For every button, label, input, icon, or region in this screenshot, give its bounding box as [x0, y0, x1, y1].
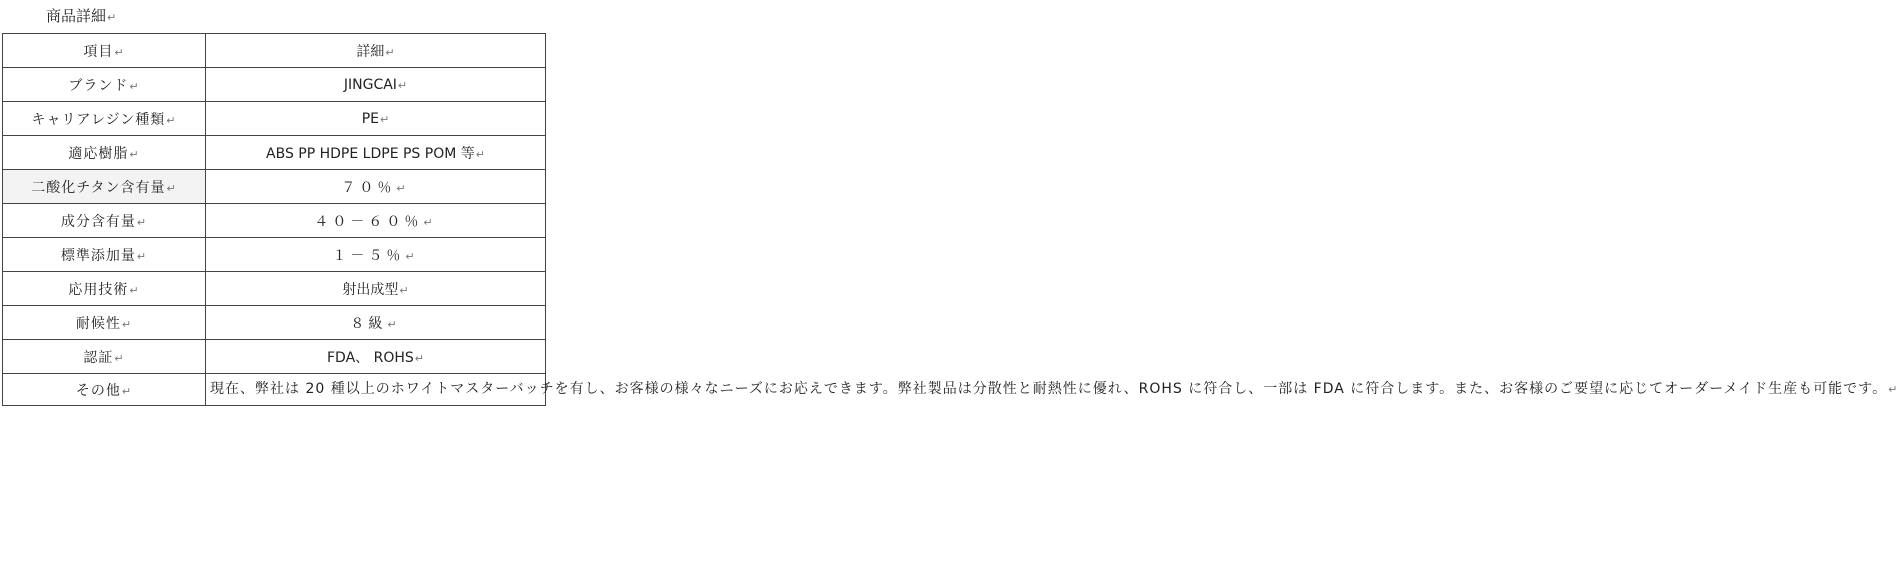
paragraph-mark-icon: ↵: [423, 215, 437, 229]
row-label: 適応樹脂↵: [3, 136, 206, 170]
paragraph-mark-icon: ↵: [114, 351, 125, 365]
paragraph-mark-icon: ↵: [397, 78, 408, 92]
paragraph-mark-icon: ↵: [166, 113, 177, 127]
table-row: [3, 340, 546, 374]
page-title: 商品詳細↵: [46, 7, 117, 25]
paragraph-mark-icon: ↵: [107, 11, 117, 24]
paragraph-mark-icon: ↵: [121, 384, 133, 398]
header-detail-cell: 詳細↵: [206, 34, 546, 68]
paragraph-mark-icon: ↵: [405, 249, 419, 263]
table-row: [3, 272, 546, 306]
paragraph-mark-icon: ↵: [129, 147, 140, 161]
table-row: [3, 136, 546, 170]
paragraph-mark-icon: ↵: [166, 181, 177, 195]
paragraph-mark-icon: ↵: [387, 317, 401, 331]
row-value: ４０－６０％↵: [206, 204, 546, 238]
row-label: ブランド↵: [3, 68, 206, 102]
paragraph-mark-icon: ↵: [399, 283, 409, 297]
row-label: 標準添加量↵: [3, 238, 206, 272]
row-label: 二酸化チタン含有量↵: [3, 170, 206, 204]
row-value: ７０％↵: [206, 170, 546, 204]
paragraph-mark-icon: ↵: [475, 147, 485, 161]
table-row: [3, 204, 546, 238]
paragraph-mark-icon: ↵: [136, 249, 148, 263]
other-label: その他↵: [3, 374, 206, 406]
paragraph-mark-icon: ↵: [136, 215, 148, 229]
row-label: 応用技術↵: [3, 272, 206, 306]
paragraph-mark-icon: ↵: [396, 181, 410, 195]
row-value: FDA、 ROHS↵: [206, 340, 546, 374]
paragraph-mark-icon: ↵: [121, 317, 133, 331]
row-value: PE↵: [206, 102, 546, 136]
header-item-cell: 項目↵: [3, 34, 206, 68]
table-row-other: [3, 374, 546, 406]
table-row: [3, 238, 546, 272]
paragraph-mark-icon: ↵: [1888, 383, 1898, 396]
row-label: キャリアレジン種類↵: [3, 102, 206, 136]
paragraph-mark-icon: ↵: [385, 45, 395, 59]
table-row: [3, 306, 546, 340]
paragraph-mark-icon: ↵: [129, 79, 140, 93]
row-label: 認証↵: [3, 340, 206, 374]
table-row: [3, 170, 546, 204]
paragraph-mark-icon: ↵: [414, 351, 424, 365]
product-detail-table: [2, 33, 1898, 406]
table-header-row: [3, 34, 546, 68]
table-row: [3, 68, 546, 102]
row-value: ABS PP HDPE LDPE PS POM 等↵: [206, 136, 546, 170]
paragraph-mark-icon: ↵: [114, 45, 125, 59]
row-label: 耐候性↵: [3, 306, 206, 340]
paragraph-mark-icon: ↵: [380, 112, 390, 126]
table-row: [3, 102, 546, 136]
other-description: 現在、弊社は 20 種以上のホワイトマスターバッチを有し、お客様の様々なニーズにお応えできます。弊社製品は分散性と耐熱性に優れ、ROHS に符合し、一部は FDA に符合します。また、お客様のご要望に応じてオーダーメイド生産も可能です。↵: [206, 374, 546, 406]
row-value: １－５％↵: [206, 238, 546, 272]
row-label: 成分含有量↵: [3, 204, 206, 238]
row-value: 射出成型↵: [206, 272, 546, 306]
row-value: ８級↵: [206, 306, 546, 340]
paragraph-mark-icon: ↵: [129, 283, 140, 297]
row-value: JINGCAI↵: [206, 68, 546, 102]
